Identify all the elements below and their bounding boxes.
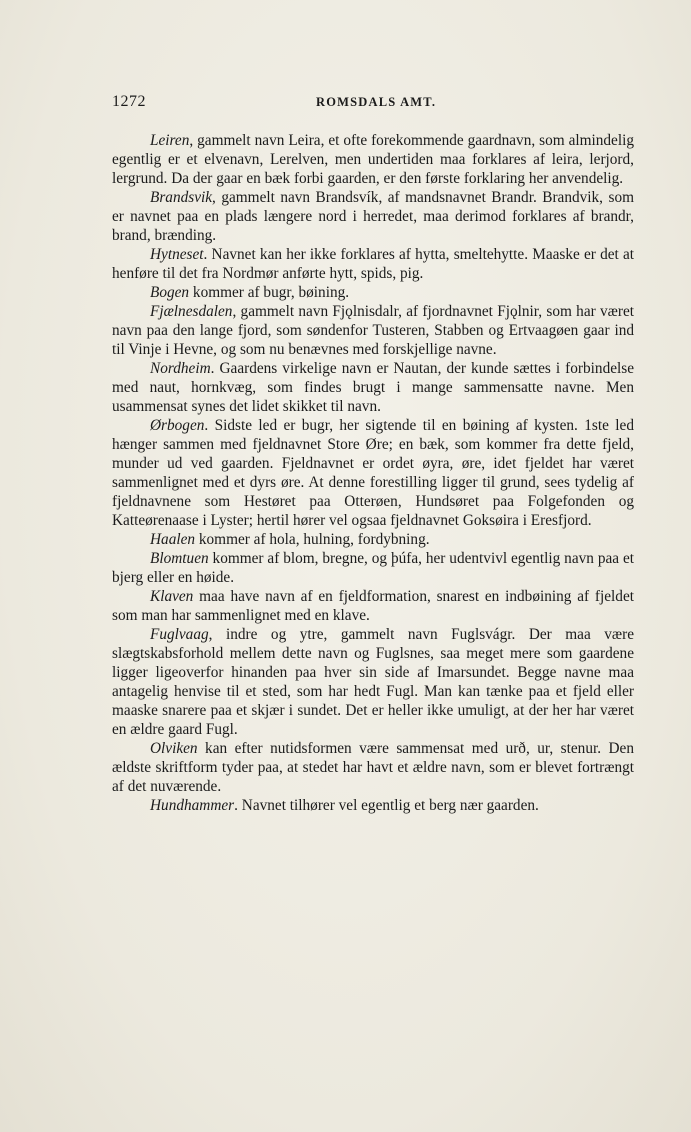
entry-headword: Ørbogen (150, 417, 205, 434)
entry-hytneset: Hytneset. Navnet kan her ikke forklares af hytta, smeltehytte. Maaske er det at henføre til det fra Nordmør anførte hytt, spids, pig. (112, 246, 634, 282)
entry-headword: Olviken (150, 740, 198, 757)
page-body (112, 131, 634, 815)
entry-fuglvaag: Fuglvaag, indre og ytre, gammelt navn Fuglsvágr. Der maa være slægtskabsforhold mellem dette navn og Fuglsnes, saa meget mere som gaardene ligger ligeoverfor hinanden paa hver sin side af Imarsundet. Begge navne maa antagelig henvise til et sted, som har hedt Fugl. Man kan tænke paa et fjeld eller maaske snarere paa et skjær i sundet. Det er heller ikke umuligt, at der her har været en ældre gaard Fugl. (112, 626, 634, 738)
page-header (112, 93, 634, 117)
entry-leiren: Leiren, gammelt navn Leira, et ofte forekommende gaardnavn, som almindelig egentlig er et elvenavn, Lerelven, men undertiden maa forklares af leira, lerjord, lergrund. Da der gaar en bæk forbi gaarden, er den første forklaring her anvendelig. (112, 132, 634, 187)
entry-headword: Klaven (150, 588, 194, 605)
entry-headword: Hundhammer (150, 797, 235, 814)
entry-olviken: Olviken kan efter nutidsformen være sammensat med urð, ur, stenur. Den ældste skriftform tyder paa, at stedet har havt et ældre navn, som er blevet fortrængt af det nuværende. (112, 740, 634, 795)
entry-headword: Fjælnesdalen (150, 303, 233, 320)
entry-fjaelnesdalen: Fjælnesdalen, gammelt navn Fjǫlnisdalr, af fjordnavnet Fjǫlnir, som har været navn paa den lange fjord, som søndenfor Tusteren, Stabben og Ertvaagøen gaar ind til Vinje i Hevne, og som nu benævnes med forskjellige navne. (112, 303, 634, 358)
entry-headword: Brandsvik (150, 189, 213, 206)
entry-haalen: Haalen kommer af hola, hulning, fordybning. (150, 531, 430, 548)
entry-headword: Blomtuen (150, 550, 209, 567)
page-number: 1272 (112, 93, 146, 110)
running-title: ROMSDALS AMT. (316, 95, 437, 109)
entry-headword: Bogen (150, 284, 190, 301)
entry-headword: Fuglvaag (150, 626, 209, 643)
entry-blomtuen: Blomtuen kommer af blom, bregne, og þúfa, her udentvivl egentlig navn paa et bjerg eller en høide. (112, 550, 634, 586)
entry-bogen: Bogen kommer af bugr, bøining. (150, 284, 350, 301)
entry-headword: Haalen (150, 531, 196, 548)
entry-brandsvik: Brandsvik, gammelt navn Brandsvík, af mandsnavnet Brandr. Brandvik, som er navnet paa en plads længere nord i herredet, maa derimod forklares af brandr, brand, brænding. (112, 189, 634, 244)
entry-orbogen: Ørbogen. Sidste led er bugr, her sigtende til en bøining af kysten. 1ste led hænger sammen med fjeldnavnet Store Øre; en bæk, som kommer fra dette fjeld, munder ud ved gaarden. Fjeldnavnet er ordet øyra, øre, idet fjeldet har været sammenlignet med et dyrs øre. At denne forestilling ligger til grund, sees tydelig af fjeldnavnene som Hestøret paa Otterøen, Hundsøret paa Folgefonden og Katteørenaase i Lyster; hertil hører vel ogsaa fjeldnavnet Goksøira i Eresfjord. (112, 417, 634, 529)
entry-nordheim: Nordheim. Gaardens virkelige navn er Nautan, der kunde sættes i forbindelse med naut, hornkvæg, som findes brugt i mange sammensatte navne. Men usammensat synes det lidet skikket til navn. (112, 360, 634, 415)
entry-hundhammer: Hundhammer. Navnet tilhører vel egentlig et berg nær gaarden. (150, 797, 539, 814)
entry-headword: Hytneset (150, 246, 204, 263)
entry-headword: Leiren (150, 132, 190, 149)
entry-klaven: Klaven maa have navn af en fjeldformation, snarest en indbøining af fjeldet som man har sammenlignet med en klave. (112, 588, 634, 624)
entry-headword: Nordheim (150, 360, 211, 377)
